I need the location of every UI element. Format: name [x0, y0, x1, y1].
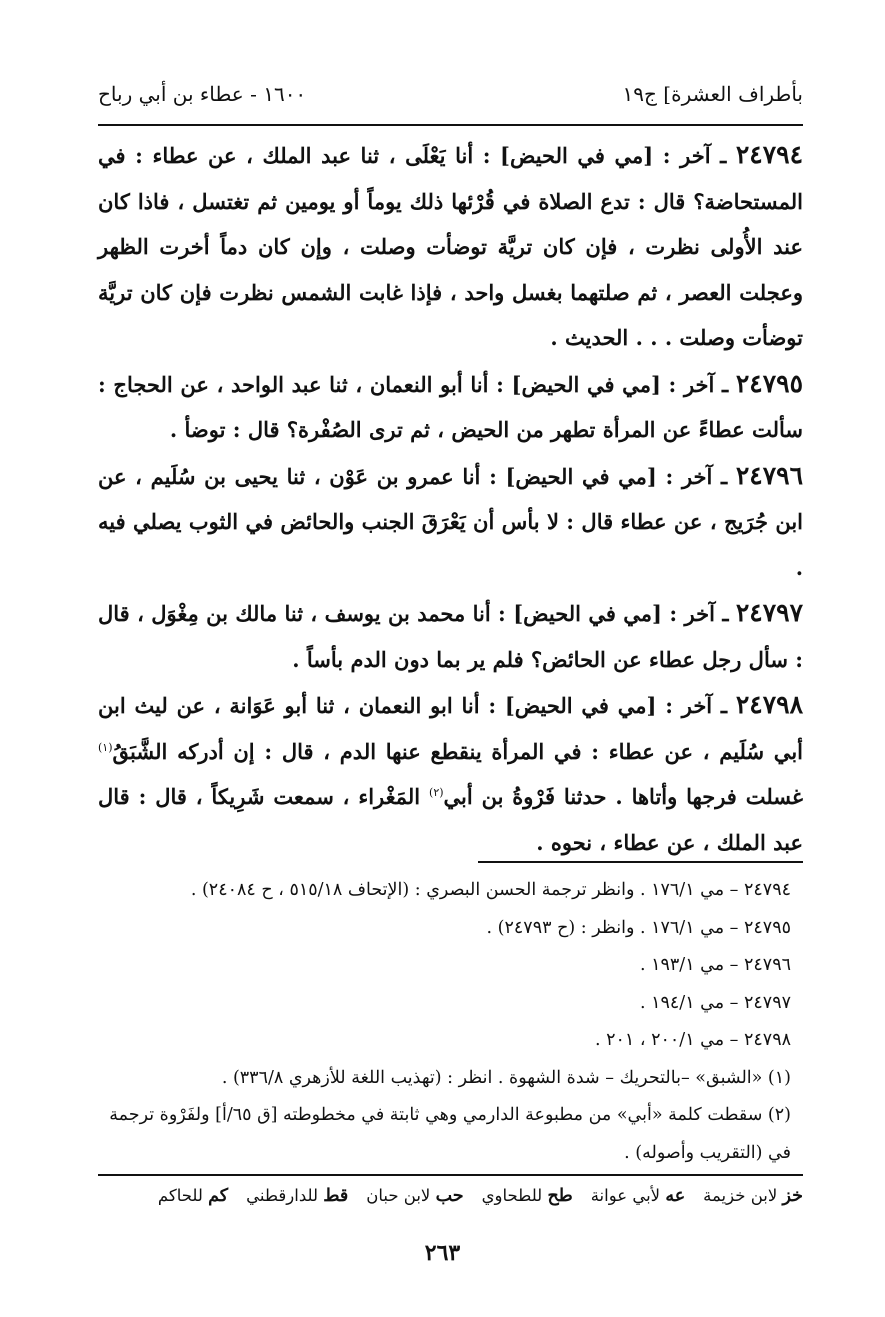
hadith-entry [98, 132, 803, 361]
source-name: لابن خزيمة [703, 1186, 778, 1205]
source-key-item [366, 1186, 463, 1206]
header-rule [98, 124, 803, 126]
main-text [98, 132, 803, 865]
hadith-entry [98, 590, 803, 682]
source-key-item [591, 1186, 685, 1206]
hadith-head: ـ آخر : [656, 463, 736, 489]
hadith-head: ـ آخر : [656, 693, 736, 718]
source-name: لأبي عوانة [590, 1186, 661, 1205]
sources-rule [98, 1174, 803, 1176]
footnote: (١) «الشبق» –بالتحريك – شدة الشهوة . انظر : (تهذيب اللغة للأزهري ٣٣٦/٨) . [221, 1067, 791, 1088]
footnote: (٢) سقطت كلمة «أبي» من مطبوعة الدارمي وهي ثابتة في مخطوطته [ق ٦٥/أ] ولفَرْوة ترجمة في (التقريب وأصوله) . [109, 1105, 791, 1163]
running-header [98, 82, 803, 116]
source-abbr: خز [782, 1186, 803, 1206]
hadith-text: المَغْراء ، سمعت شَرِيكاً ، قال : قال عبد الملك ، عن عطاء ، نحوه . [98, 784, 803, 855]
hadith-number: ٢٤٧٩٦ [735, 460, 803, 490]
hadith-number: ٢٤٧٩٥ [735, 368, 804, 398]
hadith-entry [98, 361, 803, 453]
footnote: ٢٤٧٩٤ – مي ١٧٦/١ . وانظر ترجمة الحسن البصري : (الإتحاف ٥١٥/١٨ ، ح ٢٤٠٨٤) . [190, 880, 791, 900]
source-key-item [482, 1186, 573, 1206]
source-abbr: حب [435, 1186, 464, 1206]
source-key-item [246, 1186, 348, 1206]
hadith-number: ٢٤٧٩٤ [735, 140, 803, 169]
hadith-text: [مي في الحيض] : أنا عمرو بن عَوْن ، ثنا يحيى بن سُلَيم ، عن ابن جُرَيج ، عن عطاء قال : لا بأس أن يَعْرَقَ الجنب والحائض في الثوب يصلي فيه . [98, 463, 803, 580]
footnote-rule [478, 861, 803, 863]
hadith-number: ٢٤٧٩٧ [735, 598, 803, 627]
hadith-text: غسلت فرجها وأتاها . حدثنا فَرْوةُ بن أبي [443, 784, 803, 809]
source-abbr: كم [208, 1186, 229, 1206]
source-abbr: قط [323, 1186, 349, 1206]
hadith-text: [مي في الحيض] : أنا محمد بن يوسف ، ثنا مالك بن مِغْوَل ، قال : سأل رجل عطاء عن الحائض؟ فلم ير بما دون الدم بأساً . [98, 601, 803, 672]
footnote: ٢٤٧٩٥ – مي ١٧٦/١ . وانظر : (ح ٢٤٧٩٣) . [486, 917, 791, 938]
footnote-mark: (٢) [429, 786, 444, 799]
hadith-text: [مي في الحيض] : أنا أبو النعمان ، ثنا عبد الواحد ، عن الحجاج : سألت عطاءً عن المرأة تطهر من الحيض ، ثم ترى الصُفْرة؟ قال : توضأ . [98, 371, 803, 442]
hadith-number: ٢٤٧٩٨ [735, 690, 803, 719]
source-key-item [703, 1186, 803, 1206]
source-name: للحاكم [157, 1186, 203, 1205]
hadith-head: ـ آخر : [662, 601, 736, 626]
book-title: بأطراف العشرة] ج١٩ [622, 82, 803, 106]
source-abbr: عه [665, 1186, 686, 1206]
source-abbr: طح [547, 1186, 573, 1206]
hadith-head: ـ آخر : [653, 143, 736, 168]
hadith-text: [مي في الحيض] : أنا يَعْلَى ، ثنا عبد الملك ، عن عطاء : في المستحاضة؟ قال : تدع الصلاة في قُرْئها ذلك يوماً أو يومين ثم تغتسل ، فاذا كان عند الأُولى نظرت ، فإن كان تريَّة توضأت وصلت ، وإن كان دماً أخرت الظهر وعجلت العصر ، ثم صلتهما بغسل واحد ، فإذا غابت الشمس نظرت فإن كان تريَّة توضأت وصلت . . . الحديث . [98, 143, 803, 350]
page-number: ٢٦٣ [424, 1240, 461, 1266]
footnote: ٢٤٧٩٦ – مي ١٩٣/١ . [639, 955, 791, 975]
section-title: ١٦٠٠ - عطاء بن أبي رباح [98, 82, 307, 106]
footnote-mark: (١) [98, 740, 113, 754]
sources-key [98, 1186, 803, 1206]
hadith-head: ـ آخر : [660, 371, 736, 397]
source-name: لابن حبان [366, 1186, 431, 1205]
hadith-text: [مي في الحيض] : أنا ابو النعمان ، ثنا أبو عَوَانة ، عن ليث ابن أبي سُلَيم ، عن عطاء : في المرأة ينقطع عنها الدم ، قال : إن أدركه الشَّبَقُ [98, 693, 803, 764]
source-key-item [158, 1186, 228, 1206]
source-name: للدارقطني [246, 1186, 318, 1205]
source-name: للطحاوي [481, 1186, 543, 1205]
hadith-entry [98, 453, 803, 591]
footnote: ٢٤٧٩٧ – مي ١٩٤/١ . [639, 992, 791, 1013]
footnotes [98, 872, 803, 1172]
footnote: ٢٤٧٩٨ – مي ٢٠٠/١ ، ٢٠١ . [594, 1030, 791, 1050]
hadith-entry [98, 682, 803, 865]
